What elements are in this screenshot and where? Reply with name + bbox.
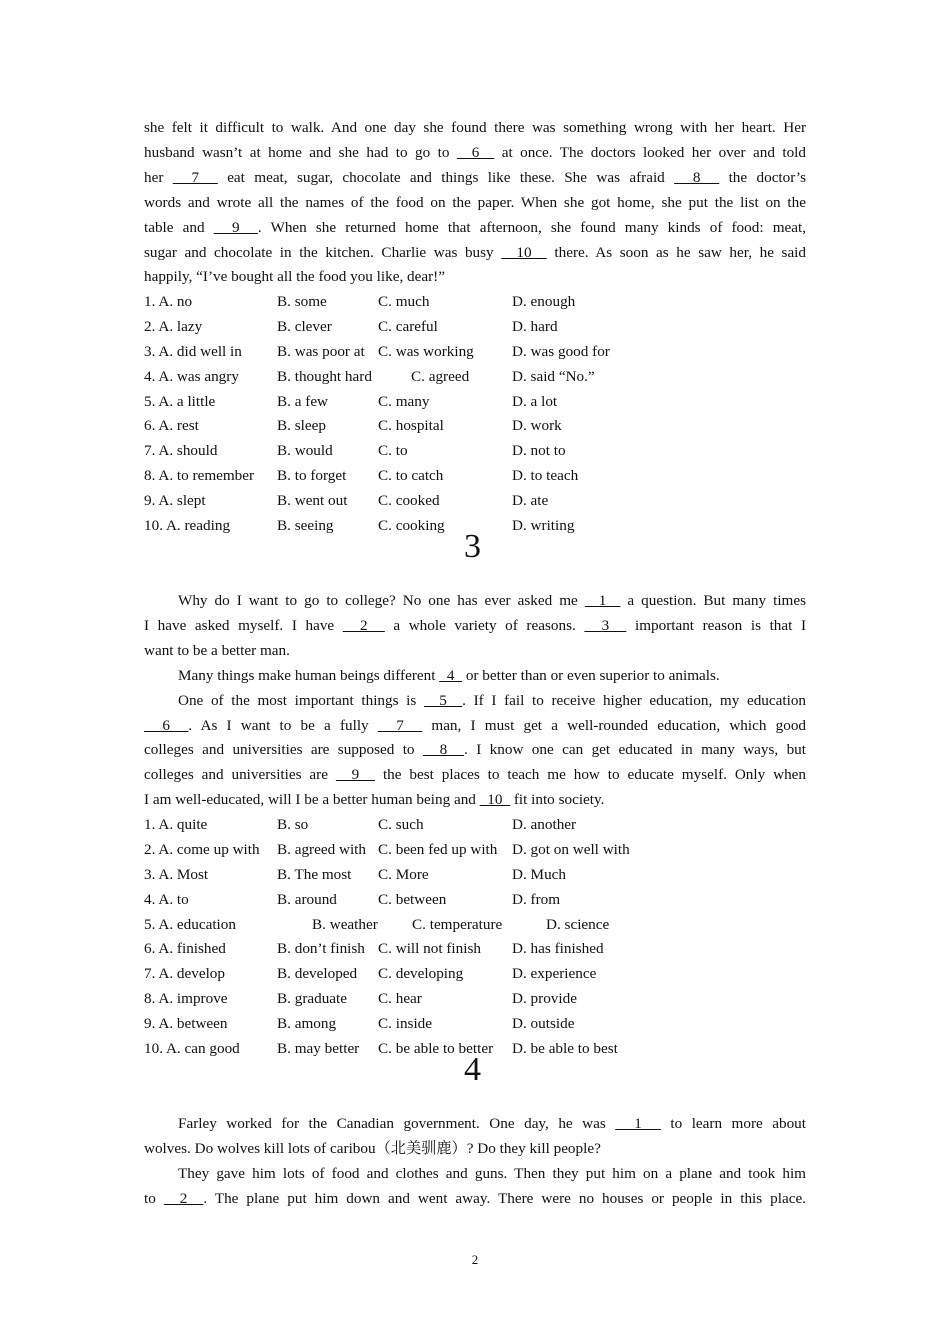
passage-line: Why do I want to go to college? No one has ever asked me 1 a question. But many times (178, 592, 807, 609)
passage-line: Farley worked for the Canadian government. One day, he was 1 to learn more about (178, 1115, 807, 1132)
answer-blank: 2 (163, 1189, 204, 1207)
answer-blank: 6 (456, 143, 495, 161)
option-b: B. some (277, 293, 327, 310)
option-c: C. temperature (412, 915, 503, 933)
passage-line: I have asked myself. I have 2 a whole variety of reasons. 3 important reason is that I (144, 616, 807, 634)
passage-line: I am well-educated, will I be a better human being and 10 fit into society. (144, 791, 605, 809)
option-row (144, 913, 806, 938)
option-d: D. ate (512, 492, 549, 510)
option-a: 1. A. quite (144, 816, 208, 833)
option-b: B. seeing (277, 517, 334, 535)
option-row (144, 365, 806, 390)
passage-line: 6 . As I want to be a fully 7 man, I must get a well-rounded education, which good (144, 716, 807, 734)
option-c: C. More (378, 865, 429, 883)
option-a: 2. A. lazy (144, 317, 203, 335)
answer-blank: 1 (615, 1115, 661, 1132)
answer-blank: 2 (342, 616, 385, 634)
option-a: 10. A. can good (144, 1040, 240, 1058)
option-c: C. to catch (378, 467, 444, 485)
option-a: 6. A. rest (144, 417, 199, 435)
option-a: 3. A. Most (144, 865, 209, 883)
option-row (144, 1012, 806, 1037)
option-b: B. among (277, 1015, 337, 1033)
option-b: B. around (277, 890, 337, 908)
answer-blank: 1 (584, 592, 621, 609)
passage-line: wolves. Do wolves kill lots of caribou（北美驯鹿）? Do they kill people? (144, 1139, 601, 1157)
options-list-2 (144, 290, 806, 539)
option-b: B. weather (312, 915, 378, 933)
answer-blank: 6 (144, 716, 189, 734)
passage-2-text (144, 116, 806, 290)
option-a: 2. A. come up with (144, 840, 260, 858)
passage-line: her 7 eat meat, sugar, chocolate and things like these. She was afraid 8 the doctor’s (144, 168, 806, 186)
answer-blank: 8 (674, 168, 720, 186)
option-c: C. hear (378, 990, 422, 1008)
answer-blank: 10 (479, 791, 511, 809)
option-b: B. would (277, 442, 333, 460)
answer-blank: 7 (172, 168, 218, 186)
option-c: C. between (378, 890, 447, 908)
passage-line: words and wrote all the names of the food on the paper. When she got home, she put the list on the (144, 193, 806, 211)
option-c: C. hospital (378, 417, 444, 435)
passage-line: sugar and chocolate in the kitchen. Charlie was busy 10 there. As soon as he saw her, he said (144, 243, 807, 261)
answer-blank: 5 (423, 691, 463, 709)
options-list-3 (144, 813, 806, 1062)
answer-blank: 3 (584, 616, 627, 634)
option-d: D. another (512, 816, 577, 833)
passage-line: Many things make human beings different 4 or better than or even superior to animals. (178, 666, 720, 684)
option-a: 3. A. did well in (144, 342, 242, 360)
option-b: B. agreed with (277, 840, 366, 858)
option-row (144, 414, 806, 439)
answer-blank: 10 (501, 243, 547, 261)
option-d: D. said “No.” (512, 367, 595, 385)
answer-blank: 9 (213, 218, 258, 236)
option-b: B. so (277, 816, 309, 833)
option-b: B. developed (277, 965, 358, 983)
passage-3-text (144, 589, 806, 813)
option-row (144, 813, 806, 838)
passage-4-text (144, 1112, 806, 1212)
option-b: B. graduate (277, 990, 348, 1008)
option-d: D. science (546, 915, 610, 933)
passage-line: They gave him lots of food and clothes and guns. Then they put him on a plane and took him (178, 1164, 806, 1182)
passage-line: she felt it difficult to walk. And one day she found there was something wrong with her heart. Her (144, 119, 806, 136)
option-row (144, 987, 806, 1012)
option-row (144, 838, 806, 863)
option-a: 9. A. slept (144, 492, 206, 510)
option-d: D. was good for (512, 342, 610, 360)
option-c: C. inside (378, 1015, 433, 1033)
option-c: C. be able to better (378, 1040, 494, 1058)
option-c: C. cooked (378, 492, 440, 510)
passage-line: want to be a better man. (144, 641, 290, 659)
passage-line: happily, “I’ve bought all the food you like, dear!” (144, 268, 445, 286)
passage-line: to 2 . The plane put him down and went away. There were no houses or people in this place. (144, 1189, 806, 1207)
option-a: 5. A. education (144, 915, 236, 933)
passage-line: colleges and universities are supposed to 8 . I know one can get educated in many ways, but (144, 741, 806, 759)
option-b: B. don’t finish (277, 940, 365, 958)
option-c: C. been fed up with (378, 840, 498, 858)
option-c: C. cooking (378, 517, 445, 535)
option-b: B. The most (277, 865, 352, 883)
option-d: D. work (512, 417, 562, 435)
option-c: C. will not finish (378, 940, 481, 958)
option-row (144, 863, 806, 888)
option-d: D. outside (512, 1015, 575, 1033)
option-row (144, 439, 806, 464)
answer-blank: 4 (439, 666, 463, 684)
option-d: D. enough (512, 293, 576, 310)
option-a: 8. A. improve (144, 990, 228, 1008)
option-row (144, 937, 806, 962)
option-row (144, 489, 806, 514)
option-c: C. developing (378, 965, 464, 983)
option-c: C. much (378, 293, 430, 310)
option-c: C. to (378, 442, 408, 460)
option-d: D. Much (512, 865, 566, 883)
option-c: C. careful (378, 317, 438, 335)
option-a: 5. A. a little (144, 392, 216, 410)
option-d: D. writing (512, 517, 575, 535)
answer-blank: 9 (335, 766, 376, 784)
page-number: 2 (471, 1252, 479, 1267)
option-d: D. to teach (512, 467, 579, 485)
option-row (144, 962, 806, 987)
option-d: D. from (512, 890, 561, 908)
section-number-4: 4 (464, 1051, 481, 1088)
option-a: 8. A. to remember (144, 467, 255, 485)
option-a: 7. A. develop (144, 965, 225, 983)
option-d: D. got on well with (512, 840, 630, 858)
option-d: D. has finished (512, 940, 604, 958)
option-c: C. many (378, 392, 430, 410)
option-c: C. such (378, 816, 424, 833)
option-d: D. hard (512, 317, 558, 335)
option-b: B. a few (277, 392, 329, 410)
option-a: 7. A. should (144, 442, 218, 460)
answer-blank: 7 (377, 716, 423, 734)
option-d: D. a lot (512, 392, 558, 410)
option-row (144, 315, 806, 340)
option-row (144, 888, 806, 913)
option-row (144, 290, 806, 315)
option-a: 4. A. to (144, 890, 189, 908)
option-b: B. may better (277, 1040, 360, 1058)
option-b: B. thought hard (277, 367, 372, 385)
option-a: 1. A. no (144, 293, 193, 310)
option-b: B. went out (277, 492, 348, 510)
passage-line: colleges and universities are 9 the best places to teach me how to educate myself. Only when (144, 766, 806, 784)
option-row (144, 464, 806, 489)
option-b: B. to forget (277, 467, 347, 485)
option-d: D. be able to best (512, 1040, 618, 1058)
option-a: 10. A. reading (144, 517, 231, 535)
option-c: C. was working (378, 342, 474, 360)
passage-line: table and 9 . When she returned home that afternoon, she found many kinds of food: meat, (144, 218, 807, 236)
option-b: B. clever (277, 317, 332, 335)
passage-line: One of the most important things is 5 . If I fail to receive higher education, my education (178, 691, 807, 709)
option-d: D. experience (512, 965, 597, 983)
answer-blank: 8 (422, 741, 465, 759)
option-a: 6. A. finished (144, 940, 226, 958)
option-b: B. sleep (277, 417, 326, 435)
option-row (144, 390, 806, 415)
section-number-3: 3 (464, 528, 481, 565)
option-d: D. not to (512, 442, 566, 460)
option-b: B. was poor at (277, 342, 365, 360)
passage-line: husband wasn’t at home and she had to go to 6 at once. The doctors looked her over and told (144, 143, 806, 161)
option-d: D. provide (512, 990, 577, 1008)
option-a: 4. A. was angry (144, 367, 239, 385)
option-c: C. agreed (411, 367, 470, 385)
option-row (144, 340, 806, 365)
option-a: 9. A. between (144, 1015, 228, 1033)
